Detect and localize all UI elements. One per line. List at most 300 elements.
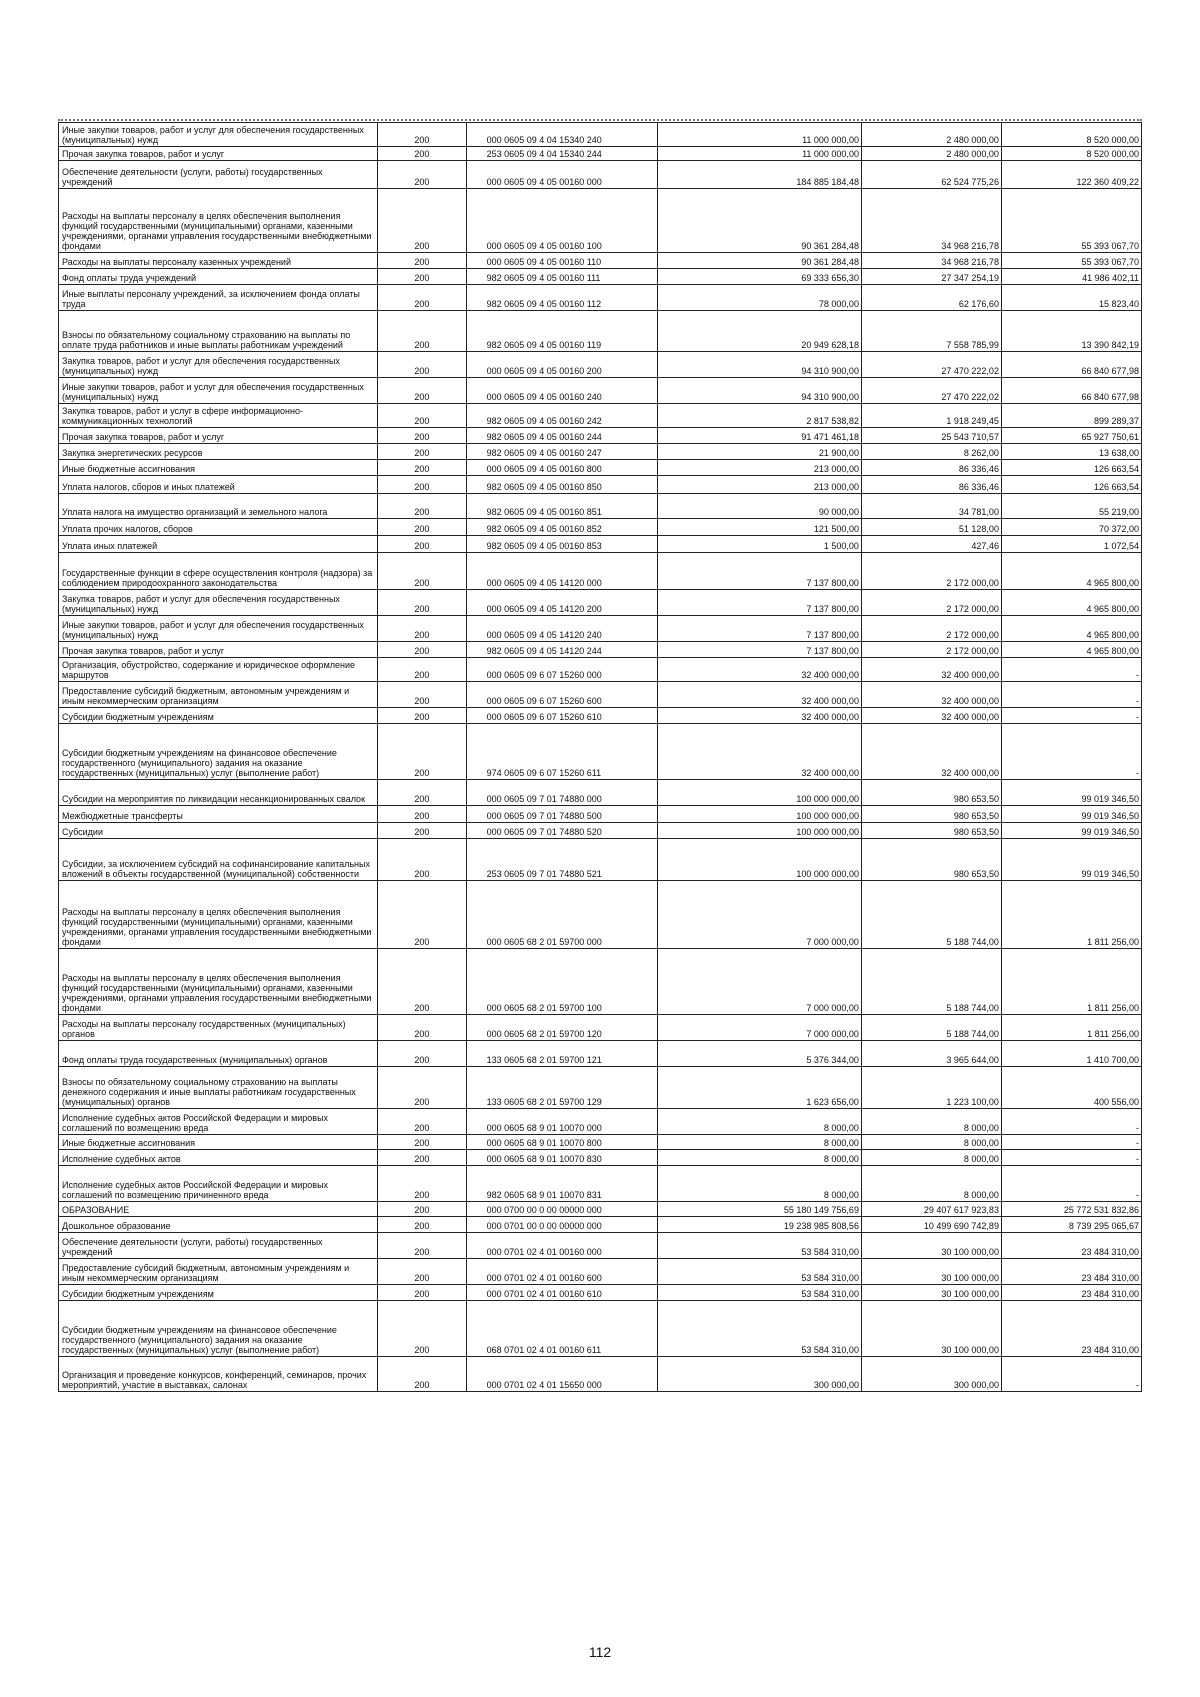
row-executed-amount-cell: 27 470 222,02 — [861, 378, 1001, 404]
row-unexecuted-amount-cell: - — [1001, 724, 1141, 780]
row-unexecuted-amount-cell: - — [1001, 1166, 1141, 1202]
row-unexecuted-amount-cell: 122 360 409,22 — [1001, 161, 1141, 189]
row-classification-code-cell: 253 0605 09 7 01 74880 521 — [466, 839, 657, 881]
table-row — [59, 519, 1142, 536]
row-executed-amount-cell: 2 172 000,00 — [861, 616, 1001, 642]
row-unexecuted-amount-cell: 41 986 402,11 — [1001, 269, 1141, 285]
row-unexecuted-amount-cell: - — [1001, 1135, 1141, 1150]
row-approved-amount-cell: 7 137 800,00 — [658, 553, 862, 590]
row-name-cell: Организация и проведение конкурсов, конференций, семинаров, прочих мероприятий, участие в выставках, салонах — [59, 1357, 378, 1392]
row-unexecuted-amount-cell: 4 965 800,00 — [1001, 590, 1141, 616]
row-classification-code-cell: 000 0605 09 7 01 74880 000 — [466, 780, 657, 806]
row-classification-code-cell: 133 0605 68 2 01 59700 129 — [466, 1067, 657, 1109]
row-classification-code-cell: 000 0700 00 0 00 00000 000 — [466, 1202, 657, 1217]
table-row — [59, 1015, 1142, 1041]
row-code-cell: 200 — [378, 553, 467, 590]
row-approved-amount-cell: 7 000 000,00 — [658, 881, 862, 949]
row-executed-amount-cell: 7 558 785,99 — [861, 311, 1001, 352]
row-unexecuted-amount-cell: - — [1001, 658, 1141, 682]
row-executed-amount-cell: 34 968 216,78 — [861, 189, 1001, 253]
table-row — [59, 823, 1142, 839]
row-unexecuted-amount-cell: 99 019 346,50 — [1001, 806, 1141, 823]
row-executed-amount-cell: 32 400 000,00 — [861, 708, 1001, 724]
row-code-cell: 200 — [378, 123, 467, 147]
row-name-cell: Расходы на выплаты персоналу казенных учреждений — [59, 253, 378, 269]
row-unexecuted-amount-cell: 1 811 256,00 — [1001, 1015, 1141, 1041]
row-approved-amount-cell: 11 000 000,00 — [658, 123, 862, 147]
row-unexecuted-amount-cell: 99 019 346,50 — [1001, 839, 1141, 881]
row-code-cell: 200 — [378, 1015, 467, 1041]
row-unexecuted-amount-cell: 99 019 346,50 — [1001, 823, 1141, 839]
row-approved-amount-cell: 8 000,00 — [658, 1166, 862, 1202]
row-unexecuted-amount-cell: 4 965 800,00 — [1001, 553, 1141, 590]
row-approved-amount-cell: 78 000,00 — [658, 285, 862, 311]
table-row — [59, 253, 1142, 269]
row-name-cell: Расходы на выплаты персоналу в целях обеспечения выполнения функций государственными (муниципальными) органами, казенными учреждениями, органами управления государственными внебюджетными фондами — [59, 949, 378, 1015]
row-name-cell: Субсидии, за исключением субсидий на софинансирование капитальных вложений в объекты государственной (муниципальной) собственности — [59, 839, 378, 881]
row-unexecuted-amount-cell: 1 072,54 — [1001, 536, 1141, 553]
table-row — [59, 161, 1142, 189]
row-code-cell: 200 — [378, 1357, 467, 1392]
row-executed-amount-cell: 62 524 775,26 — [861, 161, 1001, 189]
table-row — [59, 1285, 1142, 1301]
row-unexecuted-amount-cell: 23 484 310,00 — [1001, 1259, 1141, 1285]
table-row — [59, 494, 1142, 519]
row-unexecuted-amount-cell: 99 019 346,50 — [1001, 780, 1141, 806]
table-row — [59, 269, 1142, 285]
row-code-cell: 200 — [378, 1166, 467, 1202]
row-unexecuted-amount-cell: 25 772 531 832,86 — [1001, 1202, 1141, 1217]
table-row — [59, 404, 1142, 428]
table-row — [59, 949, 1142, 1015]
row-unexecuted-amount-cell: 23 484 310,00 — [1001, 1301, 1141, 1357]
row-approved-amount-cell: 5 376 344,00 — [658, 1041, 862, 1067]
row-unexecuted-amount-cell: 15 823,40 — [1001, 285, 1141, 311]
row-name-cell: Обеспечение деятельности (услуги, работы) государственных учреждений — [59, 161, 378, 189]
row-unexecuted-amount-cell: 4 965 800,00 — [1001, 616, 1141, 642]
row-executed-amount-cell: 980 653,50 — [861, 839, 1001, 881]
row-approved-amount-cell: 100 000 000,00 — [658, 806, 862, 823]
row-code-cell: 200 — [378, 1259, 467, 1285]
row-code-cell: 200 — [378, 1109, 467, 1135]
row-classification-code-cell: 000 0701 02 4 01 00160 000 — [466, 1233, 657, 1259]
row-name-cell: Субсидии бюджетным учреждениям на финансовое обеспечение государственного (муниципального) задания на оказание государственных (муниципальных) услуг (выполнение работ) — [59, 1301, 378, 1357]
row-executed-amount-cell: 86 336,46 — [861, 460, 1001, 476]
row-name-cell: Уплата налогов, сборов и иных платежей — [59, 476, 378, 494]
row-classification-code-cell: 000 0605 68 2 01 59700 100 — [466, 949, 657, 1015]
table-row — [59, 780, 1142, 806]
row-approved-amount-cell: 32 400 000,00 — [658, 682, 862, 708]
row-name-cell: Предоставление субсидий бюджетным, автономным учреждениям и иным некоммерческим организациям — [59, 1259, 378, 1285]
row-classification-code-cell: 000 0605 09 4 05 14120 000 — [466, 553, 657, 590]
row-executed-amount-cell: 2 480 000,00 — [861, 123, 1001, 147]
row-name-cell: Взносы по обязательному социальному страхованию на выплаты денежного содержания и иные выплаты работникам государственных (муниципальных) органов — [59, 1067, 378, 1109]
row-executed-amount-cell: 427,46 — [861, 536, 1001, 553]
table-row — [59, 708, 1142, 724]
row-classification-code-cell: 133 0605 68 2 01 59700 121 — [466, 1041, 657, 1067]
table-row — [59, 1067, 1142, 1109]
row-executed-amount-cell: 29 407 617 923,83 — [861, 1202, 1001, 1217]
row-name-cell: Взносы по обязательному социальному страхованию на выплаты по оплате труда работников и иные выплаты работникам учреждений — [59, 311, 378, 352]
row-executed-amount-cell: 10 499 690 742,89 — [861, 1217, 1001, 1233]
row-approved-amount-cell: 55 180 149 756,69 — [658, 1202, 862, 1217]
table-row — [59, 682, 1142, 708]
row-unexecuted-amount-cell: 899 289,37 — [1001, 404, 1141, 428]
row-unexecuted-amount-cell: - — [1001, 1150, 1141, 1166]
row-classification-code-cell: 000 0605 09 6 07 15260 610 — [466, 708, 657, 724]
row-approved-amount-cell: 53 584 310,00 — [658, 1285, 862, 1301]
table-row — [59, 1109, 1142, 1135]
row-name-cell: Расходы на выплаты персоналу в целях обеспечения выполнения функций государственными (муниципальными) органами, казенными учреждениями, органами управления государственными внебюджетными фондами — [59, 881, 378, 949]
row-name-cell: Субсидии на мероприятия по ликвидации несанкционированных свалок — [59, 780, 378, 806]
row-name-cell: Государственные функции в сфере осуществления контроля (надзора) за соблюдением природоохранного законодательства — [59, 553, 378, 590]
row-classification-code-cell: 000 0605 09 4 05 00160 000 — [466, 161, 657, 189]
page-number: 112 — [588, 1644, 612, 1660]
table-row — [59, 123, 1142, 147]
row-approved-amount-cell: 7 000 000,00 — [658, 949, 862, 1015]
row-executed-amount-cell: 30 100 000,00 — [861, 1233, 1001, 1259]
row-code-cell: 200 — [378, 881, 467, 949]
row-classification-code-cell: 982 0605 09 4 05 00160 242 — [466, 404, 657, 428]
row-classification-code-cell: 982 0605 09 4 05 00160 112 — [466, 285, 657, 311]
row-executed-amount-cell: 86 336,46 — [861, 476, 1001, 494]
row-classification-code-cell: 000 0605 68 9 01 10070 800 — [466, 1135, 657, 1150]
row-executed-amount-cell: 1 223 100,00 — [861, 1067, 1001, 1109]
row-approved-amount-cell: 11 000 000,00 — [658, 147, 862, 161]
row-name-cell: Субсидии бюджетным учреждениям на финансовое обеспечение государственного (муниципального) задания на оказание государственных (муниципальных) услуг (выполнение работ) — [59, 724, 378, 780]
table-body — [59, 123, 1142, 1392]
row-name-cell: ОБРАЗОВАНИЕ — [59, 1202, 378, 1217]
row-unexecuted-amount-cell: 1 811 256,00 — [1001, 881, 1141, 949]
row-approved-amount-cell: 8 000,00 — [658, 1109, 862, 1135]
row-approved-amount-cell: 100 000 000,00 — [658, 823, 862, 839]
row-unexecuted-amount-cell: 1 410 700,00 — [1001, 1041, 1141, 1067]
row-name-cell: Прочая закупка товаров, работ и услуг — [59, 642, 378, 658]
row-classification-code-cell: 982 0605 09 4 05 00160 853 — [466, 536, 657, 553]
row-code-cell: 200 — [378, 1150, 467, 1166]
row-unexecuted-amount-cell: 65 927 750,61 — [1001, 428, 1141, 444]
row-unexecuted-amount-cell: - — [1001, 708, 1141, 724]
row-name-cell: Закупка товаров, работ и услуг для обеспечения государственных (муниципальных) нужд — [59, 590, 378, 616]
row-unexecuted-amount-cell: 1 811 256,00 — [1001, 949, 1141, 1015]
row-code-cell: 200 — [378, 949, 467, 1015]
row-name-cell: Прочая закупка товаров, работ и услуг — [59, 147, 378, 161]
row-classification-code-cell: 000 0701 02 4 01 00160 600 — [466, 1259, 657, 1285]
row-executed-amount-cell: 30 100 000,00 — [861, 1301, 1001, 1357]
row-name-cell: Фонд оплаты труда государственных (муниципальных) органов — [59, 1041, 378, 1067]
row-classification-code-cell: 982 0605 09 4 05 00160 850 — [466, 476, 657, 494]
row-code-cell: 200 — [378, 1217, 467, 1233]
row-classification-code-cell: 000 0605 09 4 05 00160 110 — [466, 253, 657, 269]
row-executed-amount-cell: 27 347 254,19 — [861, 269, 1001, 285]
row-name-cell: Исполнение судебных актов Российской Федерации и мировых соглашений по возмещению вреда — [59, 1109, 378, 1135]
row-approved-amount-cell: 32 400 000,00 — [658, 724, 862, 780]
row-code-cell: 200 — [378, 352, 467, 378]
row-classification-code-cell: 000 0605 09 4 04 15340 240 — [466, 123, 657, 147]
row-unexecuted-amount-cell: 66 840 677,98 — [1001, 378, 1141, 404]
row-code-cell: 200 — [378, 642, 467, 658]
table-row — [59, 378, 1142, 404]
table-row — [59, 806, 1142, 823]
table-row — [59, 553, 1142, 590]
row-code-cell: 200 — [378, 1301, 467, 1357]
row-name-cell: Предоставление субсидий бюджетным, автономным учреждениям и иным некоммерческим организациям — [59, 682, 378, 708]
table-row — [59, 189, 1142, 253]
row-executed-amount-cell: 8 000,00 — [861, 1166, 1001, 1202]
row-unexecuted-amount-cell: 66 840 677,98 — [1001, 352, 1141, 378]
table-row — [59, 1135, 1142, 1150]
row-unexecuted-amount-cell: 70 372,00 — [1001, 519, 1141, 536]
row-approved-amount-cell: 1 500,00 — [658, 536, 862, 553]
row-approved-amount-cell: 19 238 985 808,56 — [658, 1217, 862, 1233]
row-executed-amount-cell: 30 100 000,00 — [861, 1285, 1001, 1301]
row-code-cell: 200 — [378, 404, 467, 428]
row-approved-amount-cell: 213 000,00 — [658, 460, 862, 476]
row-classification-code-cell: 253 0605 09 4 04 15340 244 — [466, 147, 657, 161]
row-executed-amount-cell: 2 172 000,00 — [861, 642, 1001, 658]
row-executed-amount-cell: 980 653,50 — [861, 780, 1001, 806]
row-name-cell: Иные выплаты персоналу учреждений, за исключением фонда оплаты труда — [59, 285, 378, 311]
row-approved-amount-cell: 7 000 000,00 — [658, 1015, 862, 1041]
row-approved-amount-cell: 94 310 900,00 — [658, 352, 862, 378]
table-row — [59, 1301, 1142, 1357]
row-code-cell: 200 — [378, 658, 467, 682]
row-classification-code-cell: 982 0605 09 4 05 00160 119 — [466, 311, 657, 352]
row-name-cell: Иные бюджетные ассигнования — [59, 460, 378, 476]
row-classification-code-cell: 000 0605 09 4 05 00160 240 — [466, 378, 657, 404]
row-code-cell: 200 — [378, 839, 467, 881]
table-row — [59, 658, 1142, 682]
table-row — [59, 311, 1142, 352]
row-approved-amount-cell: 53 584 310,00 — [658, 1233, 862, 1259]
row-classification-code-cell: 000 0605 09 6 07 15260 600 — [466, 682, 657, 708]
table-row — [59, 839, 1142, 881]
row-executed-amount-cell: 32 400 000,00 — [861, 658, 1001, 682]
row-name-cell: Исполнение судебных актов — [59, 1150, 378, 1166]
row-code-cell: 200 — [378, 1067, 467, 1109]
table-row — [59, 642, 1142, 658]
row-approved-amount-cell: 90 361 284,48 — [658, 189, 862, 253]
row-code-cell: 200 — [378, 189, 467, 253]
row-classification-code-cell: 982 0605 68 9 01 10070 831 — [466, 1166, 657, 1202]
row-classification-code-cell: 982 0605 09 4 05 00160 247 — [466, 444, 657, 460]
row-unexecuted-amount-cell: 8 739 295 065,67 — [1001, 1217, 1141, 1233]
table-row — [59, 1357, 1142, 1392]
row-approved-amount-cell: 32 400 000,00 — [658, 658, 862, 682]
row-classification-code-cell: 000 0701 00 0 00 00000 000 — [466, 1217, 657, 1233]
row-approved-amount-cell: 1 623 656,00 — [658, 1067, 862, 1109]
row-classification-code-cell: 000 0605 09 4 05 00160 100 — [466, 189, 657, 253]
row-approved-amount-cell: 7 137 800,00 — [658, 590, 862, 616]
row-executed-amount-cell: 2 172 000,00 — [861, 553, 1001, 590]
row-code-cell: 200 — [378, 444, 467, 460]
row-unexecuted-amount-cell: 55 393 067,70 — [1001, 189, 1141, 253]
row-executed-amount-cell: 980 653,50 — [861, 806, 1001, 823]
row-executed-amount-cell: 5 188 744,00 — [861, 1015, 1001, 1041]
row-unexecuted-amount-cell: 23 484 310,00 — [1001, 1233, 1141, 1259]
row-classification-code-cell: 982 0605 09 4 05 00160 244 — [466, 428, 657, 444]
table-row — [59, 1259, 1142, 1285]
row-name-cell: Иные бюджетные ассигнования — [59, 1135, 378, 1150]
row-approved-amount-cell: 90 000,00 — [658, 494, 862, 519]
row-name-cell: Иные закупки товаров, работ и услуг для обеспечения государственных (муниципальных) нужд — [59, 123, 378, 147]
row-executed-amount-cell: 3 965 644,00 — [861, 1041, 1001, 1067]
row-approved-amount-cell: 32 400 000,00 — [658, 708, 862, 724]
row-name-cell: Закупка товаров, работ и услуг для обеспечения государственных (муниципальных) нужд — [59, 352, 378, 378]
row-executed-amount-cell: 8 262,00 — [861, 444, 1001, 460]
row-approved-amount-cell: 184 885 184,48 — [658, 161, 862, 189]
table-row — [59, 147, 1142, 161]
row-approved-amount-cell: 94 310 900,00 — [658, 378, 862, 404]
row-name-cell: Исполнение судебных актов Российской Федерации и мировых соглашений по возмещению причиненного вреда — [59, 1166, 378, 1202]
row-approved-amount-cell: 91 471 461,18 — [658, 428, 862, 444]
row-unexecuted-amount-cell: 55 219,00 — [1001, 494, 1141, 519]
row-executed-amount-cell: 2 172 000,00 — [861, 590, 1001, 616]
row-approved-amount-cell: 8 000,00 — [658, 1150, 862, 1166]
row-approved-amount-cell: 7 137 800,00 — [658, 616, 862, 642]
table-row — [59, 428, 1142, 444]
row-name-cell: Межбюджетные трансферты — [59, 806, 378, 823]
table-row — [59, 616, 1142, 642]
row-approved-amount-cell: 213 000,00 — [658, 476, 862, 494]
row-name-cell: Фонд оплаты труда учреждений — [59, 269, 378, 285]
row-executed-amount-cell: 51 128,00 — [861, 519, 1001, 536]
budget-execution-table — [58, 122, 1142, 1392]
row-classification-code-cell: 000 0605 68 9 01 10070 000 — [466, 1109, 657, 1135]
row-approved-amount-cell: 21 900,00 — [658, 444, 862, 460]
row-code-cell: 200 — [378, 1202, 467, 1217]
row-classification-code-cell: 000 0605 09 4 05 00160 200 — [466, 352, 657, 378]
row-name-cell: Субсидии — [59, 823, 378, 839]
row-classification-code-cell: 000 0605 09 7 01 74880 520 — [466, 823, 657, 839]
row-classification-code-cell: 982 0605 09 4 05 14120 244 — [466, 642, 657, 658]
row-executed-amount-cell: 2 480 000,00 — [861, 147, 1001, 161]
row-classification-code-cell: 000 0701 02 4 01 15650 000 — [466, 1357, 657, 1392]
row-approved-amount-cell: 121 500,00 — [658, 519, 862, 536]
row-classification-code-cell: 000 0605 68 2 01 59700 000 — [466, 881, 657, 949]
table-row — [59, 1202, 1142, 1217]
row-name-cell: Уплата прочих налогов, сборов — [59, 519, 378, 536]
table-row — [59, 1166, 1142, 1202]
row-executed-amount-cell: 32 400 000,00 — [861, 682, 1001, 708]
row-name-cell: Иные закупки товаров, работ и услуг для обеспечения государственных (муниципальных) нужд — [59, 616, 378, 642]
row-name-cell: Обеспечение деятельности (услуги, работы) государственных учреждений — [59, 1233, 378, 1259]
row-name-cell: Дошкольное образование — [59, 1217, 378, 1233]
row-classification-code-cell: 068 0701 02 4 01 00160 611 — [466, 1301, 657, 1357]
row-name-cell: Прочая закупка товаров, работ и услуг — [59, 428, 378, 444]
row-classification-code-cell: 000 0605 09 4 05 00160 800 — [466, 460, 657, 476]
row-executed-amount-cell: 300 000,00 — [861, 1357, 1001, 1392]
row-code-cell: 200 — [378, 494, 467, 519]
row-classification-code-cell: 982 0605 09 4 05 00160 851 — [466, 494, 657, 519]
row-executed-amount-cell: 5 188 744,00 — [861, 949, 1001, 1015]
row-approved-amount-cell: 100 000 000,00 — [658, 839, 862, 881]
row-executed-amount-cell: 30 100 000,00 — [861, 1259, 1001, 1285]
row-executed-amount-cell: 34 781,00 — [861, 494, 1001, 519]
row-name-cell: Уплата налога на имущество организаций и земельного налога — [59, 494, 378, 519]
row-code-cell: 200 — [378, 519, 467, 536]
row-classification-code-cell: 000 0701 02 4 01 00160 610 — [466, 1285, 657, 1301]
row-executed-amount-cell: 8 000,00 — [861, 1135, 1001, 1150]
row-executed-amount-cell: 27 470 222,02 — [861, 352, 1001, 378]
row-classification-code-cell: 982 0605 09 4 05 00160 852 — [466, 519, 657, 536]
row-code-cell: 200 — [378, 285, 467, 311]
row-classification-code-cell: 982 0605 09 4 05 00160 111 — [466, 269, 657, 285]
row-unexecuted-amount-cell: 13 638,00 — [1001, 444, 1141, 460]
row-code-cell: 200 — [378, 1135, 467, 1150]
row-unexecuted-amount-cell: 126 663,54 — [1001, 460, 1141, 476]
row-unexecuted-amount-cell: 13 390 842,19 — [1001, 311, 1141, 352]
row-code-cell: 200 — [378, 269, 467, 285]
row-code-cell: 200 — [378, 428, 467, 444]
row-name-cell: Иные закупки товаров, работ и услуг для обеспечения государственных (муниципальных) нужд — [59, 378, 378, 404]
row-classification-code-cell: 000 0605 09 4 05 14120 200 — [466, 590, 657, 616]
row-name-cell: Уплата иных платежей — [59, 536, 378, 553]
row-unexecuted-amount-cell: 55 393 067,70 — [1001, 253, 1141, 269]
row-classification-code-cell: 000 0605 09 7 01 74880 500 — [466, 806, 657, 823]
row-approved-amount-cell: 20 949 628,18 — [658, 311, 862, 352]
table-row — [59, 1217, 1142, 1233]
row-executed-amount-cell: 25 543 710,57 — [861, 428, 1001, 444]
row-unexecuted-amount-cell: - — [1001, 682, 1141, 708]
row-unexecuted-amount-cell: - — [1001, 1357, 1141, 1392]
row-executed-amount-cell: 32 400 000,00 — [861, 724, 1001, 780]
table-row — [59, 1041, 1142, 1067]
row-unexecuted-amount-cell: 126 663,54 — [1001, 476, 1141, 494]
table-row — [59, 724, 1142, 780]
row-executed-amount-cell: 5 188 744,00 — [861, 881, 1001, 949]
row-code-cell: 200 — [378, 590, 467, 616]
row-unexecuted-amount-cell: 400 556,00 — [1001, 1067, 1141, 1109]
row-classification-code-cell: 000 0605 68 9 01 10070 830 — [466, 1150, 657, 1166]
table-row — [59, 1233, 1142, 1259]
row-approved-amount-cell: 7 137 800,00 — [658, 642, 862, 658]
row-name-cell: Закупка товаров, работ и услуг в сфере информационно-коммуникационных технологий — [59, 404, 378, 428]
row-executed-amount-cell: 1 918 249,45 — [861, 404, 1001, 428]
row-code-cell: 200 — [378, 708, 467, 724]
row-code-cell: 200 — [378, 616, 467, 642]
row-approved-amount-cell: 300 000,00 — [658, 1357, 862, 1392]
row-classification-code-cell: 000 0605 68 2 01 59700 120 — [466, 1015, 657, 1041]
row-unexecuted-amount-cell: 8 520 000,00 — [1001, 123, 1141, 147]
row-code-cell: 200 — [378, 806, 467, 823]
row-unexecuted-amount-cell: 8 520 000,00 — [1001, 147, 1141, 161]
row-unexecuted-amount-cell: - — [1001, 1109, 1141, 1135]
row-code-cell: 200 — [378, 536, 467, 553]
row-executed-amount-cell: 34 968 216,78 — [861, 253, 1001, 269]
table-row — [59, 444, 1142, 460]
table-row — [59, 352, 1142, 378]
row-code-cell: 200 — [378, 1285, 467, 1301]
row-approved-amount-cell: 100 000 000,00 — [658, 780, 862, 806]
row-code-cell: 200 — [378, 460, 467, 476]
row-code-cell: 200 — [378, 161, 467, 189]
row-code-cell: 200 — [378, 311, 467, 352]
row-code-cell: 200 — [378, 724, 467, 780]
row-name-cell: Организация, обустройство, содержание и юридическое оформление маршрутов — [59, 658, 378, 682]
row-code-cell: 200 — [378, 1041, 467, 1067]
row-executed-amount-cell: 62 176,60 — [861, 285, 1001, 311]
row-code-cell: 200 — [378, 253, 467, 269]
row-executed-amount-cell: 8 000,00 — [861, 1109, 1001, 1135]
row-code-cell: 200 — [378, 147, 467, 161]
row-code-cell: 200 — [378, 780, 467, 806]
row-executed-amount-cell: 8 000,00 — [861, 1150, 1001, 1166]
row-approved-amount-cell: 2 817 538,82 — [658, 404, 862, 428]
row-unexecuted-amount-cell: 23 484 310,00 — [1001, 1285, 1141, 1301]
table-row — [59, 476, 1142, 494]
row-approved-amount-cell: 69 333 656,30 — [658, 269, 862, 285]
